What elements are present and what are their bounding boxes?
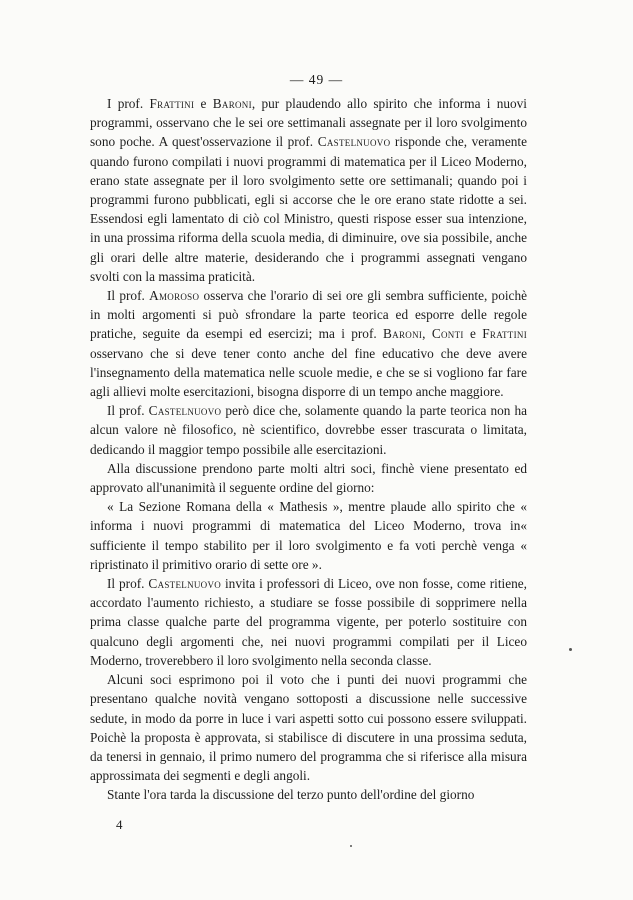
paragraph-p6 <box>90 574 527 670</box>
paragraph-p4 <box>90 459 527 497</box>
text-run: e <box>194 96 213 111</box>
text-run: invita i professori di Liceo, ove non fosse, come ritiene, accordato l'aumento richiesto, a studiare se fosse possibile di sopprimere nella prima classe qualche parte del programma vigente, per poterlo sostituire con qualcuno degli argomenti che, nei nuovi programmi compilati per il Liceo Moderno, troverebbero il loro svolgimento nella seconda classe. <box>90 576 527 668</box>
ink-speck <box>350 845 352 847</box>
paragraph-p5 <box>90 497 527 574</box>
text-run: Alla discussione prendono parte molti altri soci, finchè viene presentato ed approvato all'unanimità il seguente ordine del giorno: <box>90 460 527 496</box>
person-name: Castelnuovo <box>148 403 222 419</box>
ink-speck <box>569 648 572 651</box>
person-name: Amoroso <box>149 288 200 304</box>
body-text <box>90 94 527 805</box>
text-run: , <box>422 326 432 342</box>
text-run: Il prof. <box>107 576 149 592</box>
text-run: Il prof. <box>107 288 150 304</box>
text-run: risponde che, veramente quando furono compilati i nuovi programmi di matematica per il Liceo Moderno, erano state assegnate per il loro svolgimento sette ore settimanali; quando poi i programmi furono pubblicati, egli si accorse che le ore erano state ridotte a sei. Essendosi egli lamentato di ciò col Ministro, questi rispose esser sua intenzione, in una prossima riforma della scuola media, di diminuire, ove sia possibile, anche gli orari delle altre materie, desiderando che i programmi assegnati vengano svolti con la massima praticità. <box>90 134 527 284</box>
person-name: Castelnuovo <box>148 576 222 592</box>
text-run: I prof. <box>107 96 150 111</box>
text-run: Stante l'ora tarda la discussione del terzo punto dell'ordine del giorno <box>107 787 475 803</box>
text-run: osserva che l'orario di sei ore gli sembra sufficiente, poichè in molti argomenti si può sfrondare la parte teorica ed esporre delle regole pratiche, seguite da esempi ed esercizi; ma i prof. <box>90 288 527 342</box>
person-name: Frattini <box>482 326 527 342</box>
signature-mark: 4 <box>116 817 123 832</box>
text-run: e <box>463 326 483 342</box>
text-run: però dice che, solamente quando la parte teorica non ha alcun valore nè filosofico, nè scientifico, dovrebbe esser trascurata o limitata, dedicando il maggior tempo possibile alle esercitazioni. <box>90 403 528 457</box>
person-name: Baroni <box>383 326 423 342</box>
paragraph-p3 <box>90 401 527 459</box>
paragraph-p7 <box>90 670 527 785</box>
text-run: osservano che si deve tener conto anche del fine educativo che deve avere l'insegnamento della matematica nelle scuole medie, e che se si vogliono far fare agli allievi molte esercitazioni, bisogna disporre di un tempo anche maggiore. <box>90 345 527 400</box>
text-run: Alcuni soci esprimono poi il voto che i punti dei nuovi programmi che presentano qualche novità vengano sottoposti a discussione nelle successive sedute, in modo da porre in luce i vari aspetti sotto cui possono essere sviluppati. Poichè la proposta è approvata, si stabilisce di discutere in una prossima seduta, da tenersi in gennaio, il primo numero del programma che si riferisce alla misura approssimata dei segmenti e degli angoli. <box>90 672 527 784</box>
text-run: , pur plaudendo allo spirito che informa i nuovi programmi, osservano che le sei ore settimanali assegnate per il loro svolgimento sono poche. A quest'osservazione il prof. <box>90 96 527 150</box>
paragraph-p8 <box>90 785 527 804</box>
person-name: Baroni <box>212 96 252 111</box>
person-name: Frattini <box>149 96 195 111</box>
paragraph-p1 <box>90 94 527 286</box>
text-run: « La Sezione Romana della « Mathesis », mentre plaude allo spirito che « informa i nuovi programmi di matematica del Liceo Moderno, trova in« sufficiente il tempo stabilito per il loro svolgimento e fa voti perchè venga « ripristinato il primitivo orario di sette ore ». <box>90 499 527 572</box>
person-name: Conti <box>431 326 464 342</box>
paragraph-p2 <box>90 286 527 401</box>
page-number: — 49 — <box>289 72 344 87</box>
person-name: Castelnuovo <box>317 134 391 150</box>
text-run: Il prof. <box>107 403 149 419</box>
